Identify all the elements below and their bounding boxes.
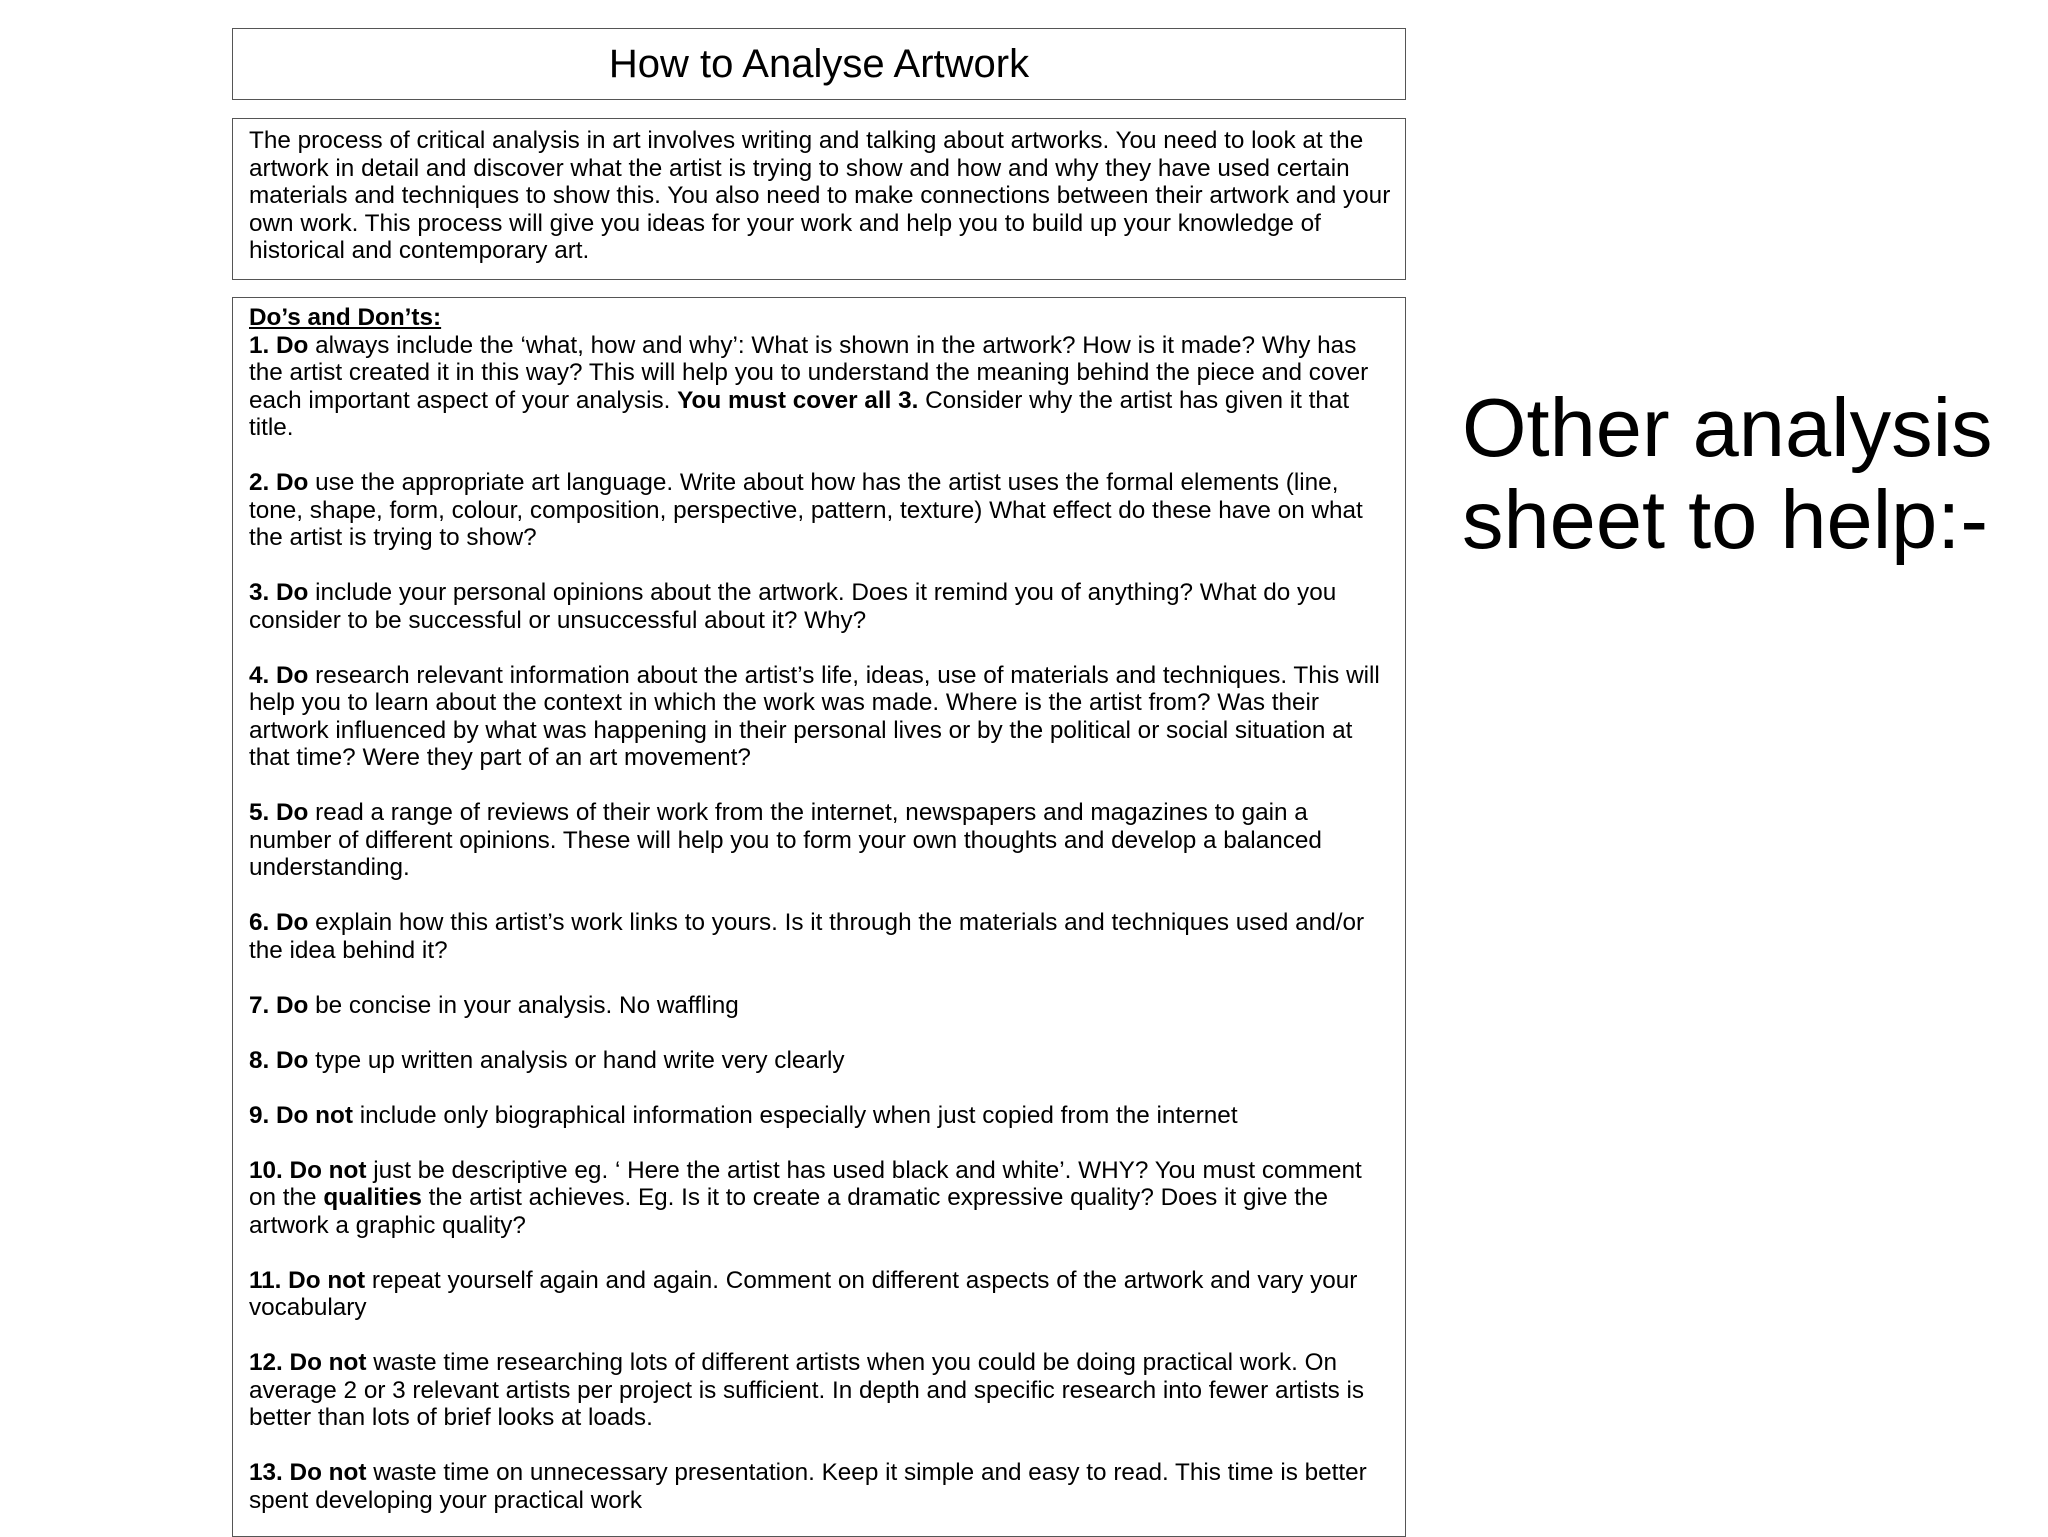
- rule-text: research relevant information about the artist’s life, ideas, use of materials and techniques. This will help you to learn about the context in which the work was made. Where is the artist from? Was their artwork influenced by what was happening in their personal lives or by the political or social situation at that time? Were they part of an art movement?: [249, 661, 1380, 771]
- rule-item-4: [249, 662, 1393, 772]
- intro-paragraph: The process of critical analysis in art involves writing and talking about artworks. You need to look at the artwork in detail and discover what the artist is trying to show and how and why they have used certain materials and techniques to show this. You also need to make connections between their artwork and your own work. This process will give you ideas for your work and help you to build up your knowledge of historical and contemporary art.: [249, 127, 1391, 264]
- rule-text: Consider why the artist has given it that title.: [249, 386, 1350, 441]
- rule-item-9: [249, 1102, 1393, 1130]
- rule-text: waste time on unnecessary presentation. Keep it simple and easy to read. This time is better spent developing your practical work: [249, 1459, 1367, 1514]
- page-title: How to Analyse Artwork: [608, 42, 1030, 86]
- rule-item-6: [249, 909, 1393, 964]
- rule-item-10: [249, 1157, 1393, 1240]
- side-note-heading: Other analysis sheet to help:-: [1462, 381, 1993, 566]
- rule-lead: 9. Do not: [249, 1101, 353, 1129]
- rule-text: just be descriptive eg. ‘ Here the artist has used black and white’. WHY? You must comment on the: [249, 1156, 1362, 1211]
- rule-text: type up written analysis or hand write very clearly: [308, 1046, 845, 1074]
- rule-lead: 1. Do: [249, 331, 309, 359]
- title-box: [232, 28, 1406, 100]
- rule-text: include your personal opinions about the artwork. Does it remind you of anything? What do you consider to be successful or unsuccessful about it? Why?: [249, 579, 1337, 634]
- rule-item-1: [249, 332, 1393, 442]
- rule-lead: 4. Do: [249, 661, 309, 689]
- rule-item-13: [249, 1459, 1393, 1514]
- rule-lead: 6. Do: [249, 909, 309, 936]
- rule-item-12: [249, 1349, 1393, 1432]
- rule-text: use the appropriate art language. Write about how has the artist uses the formal elements (line, tone, shape, form, colour, composition, perspective, pattern, texture) What effect do these have on what the artist is trying to show?: [249, 469, 1363, 551]
- rule-item-11: [249, 1267, 1393, 1322]
- rule-item-7: [249, 992, 1393, 1020]
- rule-lead: 12. Do not: [249, 1349, 367, 1376]
- rule-lead: 11. Do not: [249, 1266, 366, 1294]
- dos-and-donts-box: [232, 297, 1406, 1537]
- rule-lead: 3. Do: [249, 579, 309, 606]
- rule-text: include only biographical information especially when just copied from the internet: [352, 1101, 1238, 1129]
- rule-lead: 2. Do: [249, 469, 309, 496]
- rule-lead: 8. Do: [249, 1046, 309, 1074]
- rule-text: repeat yourself again and again. Comment on different aspects of the artwork and vary your vocabulary: [249, 1266, 1358, 1321]
- rule-item-3: [249, 579, 1393, 634]
- rule-text: be concise in your analysis. No waffling: [308, 991, 739, 1019]
- rule-emphasis: You must cover all 3.: [677, 386, 919, 414]
- rule-text: read a range of reviews of their work from the internet, newspapers and magazines to gain a number of different opinions. These will help you to form your own thoughts and develop a balanced understanding.: [249, 799, 1322, 881]
- rule-text: explain how this artist’s work links to yours. Is it through the materials and techniques used and/or the idea behind it?: [249, 909, 1365, 964]
- dos-and-donts-heading: Do’s and Don’ts:: [249, 304, 442, 331]
- rule-lead: 5. Do: [249, 799, 309, 826]
- rule-text: waste time researching lots of different artists when you could be doing practical work. On average 2 or 3 relevant artists per project is sufficient. In depth and specific research into fewer artists is better than lots of brief looks at loads.: [249, 1349, 1365, 1431]
- rule-lead: 13. Do not: [249, 1459, 367, 1486]
- rule-item-8: [249, 1047, 1393, 1075]
- rule-lead: 7. Do: [249, 991, 309, 1019]
- rule-text: the artist achieves. Eg. Is it to create a dramatic expressive quality? Does it give the artwork a graphic quality?: [249, 1184, 1329, 1239]
- rule-item-2: [249, 469, 1393, 552]
- rule-item-5: [249, 799, 1393, 882]
- rule-emphasis: qualities: [323, 1184, 422, 1211]
- rule-text: always include the ‘what, how and why’: What is shown in the artwork? How is it made? Why has the artist created it in this way? This will help you to understand the meaning behind the piece and cover each important aspect of your analysis.: [249, 331, 1369, 414]
- rule-lead: 10. Do not: [249, 1156, 367, 1184]
- intro-box: [232, 118, 1406, 280]
